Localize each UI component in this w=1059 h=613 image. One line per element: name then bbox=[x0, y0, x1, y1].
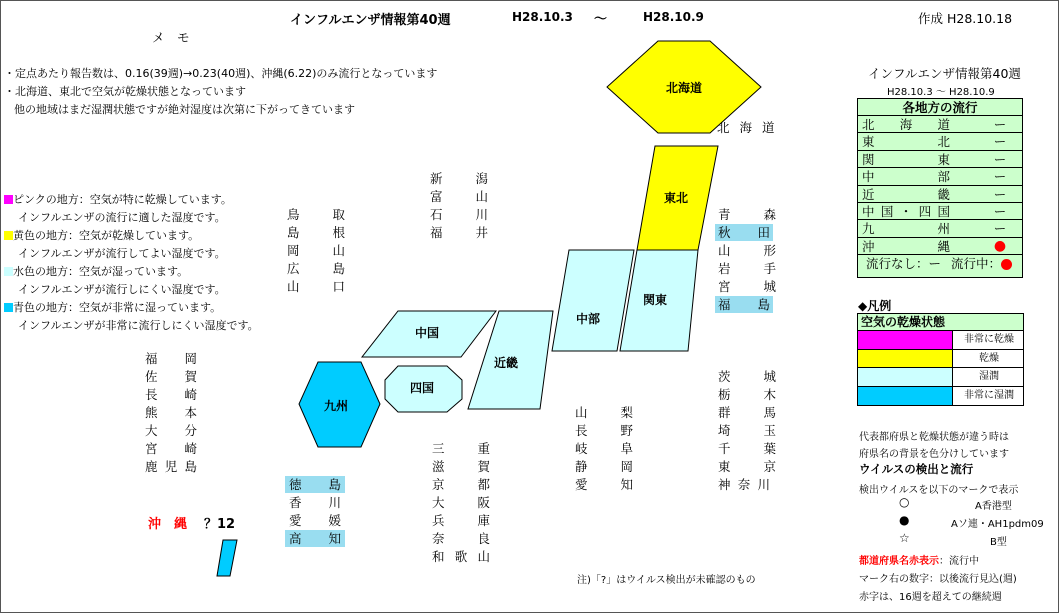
legend-row: 乾燥 bbox=[858, 350, 1023, 369]
created-date: 作成 H28.10.18 bbox=[918, 11, 1013, 26]
virus-b: B型 bbox=[990, 537, 1007, 548]
pref-yamanashi: 山梨 bbox=[575, 405, 633, 420]
red-char-note: 赤字は、16週を超えての継続週 bbox=[859, 592, 1002, 603]
pref-aomori: 青森 bbox=[718, 207, 776, 222]
label-kinki: 近畿 bbox=[494, 356, 519, 370]
color-note-blue-sub: インフルエンザが非常に流行しにくい湿度です。 bbox=[18, 319, 259, 332]
region-okinawa bbox=[217, 540, 237, 576]
pref-miyagi: 宮城 bbox=[718, 279, 776, 294]
status-footer: 流行なし：ー 流行中： bbox=[858, 255, 1022, 272]
status-row-okinawa: 沖縄 ● bbox=[858, 238, 1022, 255]
legend-row: 非常に湿潤 bbox=[858, 387, 1023, 406]
pref-aichi: 愛知 bbox=[575, 477, 633, 492]
mark-number-note: マーク右の数字：以後流行見込(週) bbox=[859, 574, 1017, 585]
pref-yamagata: 山形 bbox=[718, 243, 776, 258]
pref-hyogo: 兵庫 bbox=[432, 513, 490, 528]
memo-line-2: ・北海道、東北で空気が乾燥状態となっています bbox=[4, 85, 246, 98]
date-tilde: ～ bbox=[594, 12, 608, 27]
legend-swatch bbox=[858, 331, 953, 349]
legend-title: ◆凡例 bbox=[858, 299, 892, 313]
label-chubu: 中部 bbox=[576, 312, 601, 326]
pref-iwate: 岩手 bbox=[718, 261, 776, 276]
pref-gunma: 群馬 bbox=[718, 405, 776, 420]
pref-kochi: 高知 bbox=[285, 530, 345, 547]
status-row: 東北 ー bbox=[858, 133, 1022, 150]
virus-a-soviet: Aソ連・AH1pdm09 bbox=[951, 519, 1044, 530]
color-note-blue: 青色の地方：空気が非常に湿っています。 bbox=[4, 299, 221, 315]
color-note-pink-sub: インフルエンザの流行に適した湿度です。 bbox=[18, 211, 226, 224]
pref-tottori: 鳥取 bbox=[287, 207, 345, 222]
label-tohoku: 東北 bbox=[664, 191, 689, 205]
pref-ishikawa: 石川 bbox=[430, 207, 488, 222]
pref-okayama: 岡山 bbox=[287, 243, 345, 258]
pref-fukuoka: 福岡 bbox=[145, 351, 197, 366]
status-table bbox=[857, 98, 1023, 278]
pref-tokushima: 徳島 bbox=[285, 476, 345, 493]
legend-swatch bbox=[858, 387, 953, 406]
status-row: 近畿 ー bbox=[858, 186, 1022, 203]
pref-nara: 奈良 bbox=[432, 531, 490, 546]
pref-gifu: 岐阜 bbox=[575, 441, 633, 456]
red-name-note: 都道府県名赤表示：流行中 bbox=[859, 556, 979, 567]
status-row: 九州 ー bbox=[858, 220, 1022, 237]
pref-nagasaki: 長崎 bbox=[145, 387, 197, 402]
color-note-pink: ピンクの地方：空気が特に乾燥しています。 bbox=[4, 191, 232, 207]
color-note-yellow-sub: インフルエンザが流行してよい湿度です。 bbox=[18, 247, 226, 260]
pref-tokyo: 東京 bbox=[718, 459, 776, 474]
pref-kagawa: 香川 bbox=[289, 495, 341, 510]
pref-wakayama: 和歌山 bbox=[432, 549, 490, 564]
virus-a-hongkong: A香港型 bbox=[975, 501, 1012, 512]
status-row: 関東 ー bbox=[858, 151, 1022, 168]
region-chubu bbox=[552, 250, 634, 351]
pref-kumamoto: 熊本 bbox=[145, 405, 197, 420]
pref-shimane: 島根 bbox=[287, 225, 345, 240]
memo-heading: メ モ bbox=[152, 30, 190, 45]
pref-hiroshima: 広島 bbox=[287, 261, 345, 276]
circle-open-icon: ○ bbox=[899, 495, 910, 509]
pref-fukushima: 福島 bbox=[715, 296, 773, 313]
okinawa-mark: ？12 bbox=[204, 517, 236, 532]
color-note-cyan-sub: インフルエンザが流行しにくい湿度です。 bbox=[18, 283, 226, 296]
side-title: インフルエンザ情報第40週 bbox=[868, 66, 1021, 81]
pref-kyoto: 京都 bbox=[432, 477, 490, 492]
side-range: H28.10.3 ～ H28.10.9 bbox=[887, 87, 995, 98]
label-kanto: 関東 bbox=[643, 293, 668, 307]
rep-note-1: 代表都府県と乾燥状態が違う時は bbox=[859, 432, 1009, 443]
date-from: H28.10.3 bbox=[512, 10, 573, 24]
memo-line-1: ・定点あたり報告数は、0.16(39週)→0.23(40週)、沖縄(6.22)のみ流行となっています bbox=[4, 67, 438, 80]
active-dot-icon bbox=[1001, 259, 1012, 270]
virus-note-line: 検出ウイルスを以下のマークで表示 bbox=[859, 485, 1019, 496]
virus-note: 注)「?」はウイルス検出が未確認のもの bbox=[577, 575, 756, 586]
pref-nagano: 長野 bbox=[575, 423, 633, 438]
status-head: 各地方の流行 bbox=[858, 99, 1022, 116]
status-row: 中部 ー bbox=[858, 168, 1022, 185]
pref-kanagawa: 神奈川 bbox=[718, 477, 770, 492]
pref-yamaguchi: 山口 bbox=[287, 279, 345, 294]
pref-shiga: 滋賀 bbox=[432, 459, 490, 474]
color-note-yellow: 黄色の地方：空気が乾燥しています。 bbox=[4, 227, 199, 243]
pref-saga: 佐賀 bbox=[145, 369, 197, 384]
label-kyushu: 九州 bbox=[324, 399, 349, 413]
label-hokkaido: 北海道 bbox=[666, 81, 703, 95]
pref-hokkaido: 北 海 道 bbox=[717, 120, 778, 135]
pref-saitama: 埼玉 bbox=[718, 423, 776, 438]
pref-niigata: 新潟 bbox=[430, 171, 488, 186]
status-row: 北海道 ー bbox=[858, 116, 1022, 133]
pref-okinawa: 沖 縄 bbox=[148, 517, 188, 532]
legend-swatch bbox=[858, 350, 953, 368]
pref-kagoshima: 鹿児島 bbox=[145, 459, 197, 474]
label-chugoku: 中国 bbox=[415, 326, 440, 340]
pref-tochigi: 栃木 bbox=[718, 387, 776, 402]
date-to: H28.10.9 bbox=[643, 10, 704, 24]
star-icon: ☆ bbox=[899, 531, 910, 545]
legend-head: 空気の乾燥状態 bbox=[858, 314, 1023, 331]
pref-fukui: 福井 bbox=[430, 225, 488, 240]
pref-shizuoka: 静岡 bbox=[575, 459, 633, 474]
pref-chiba: 千葉 bbox=[718, 441, 776, 456]
status-row: 中国・四国 ー bbox=[858, 203, 1022, 220]
active-dot-icon: ● bbox=[993, 237, 1007, 254]
circle-filled-icon: ● bbox=[899, 513, 910, 527]
pref-ehime: 愛媛 bbox=[289, 513, 341, 528]
pref-mie: 三重 bbox=[432, 441, 490, 456]
pref-miyazaki: 宮崎 bbox=[145, 441, 197, 456]
legend-row: 湿潤 bbox=[858, 368, 1023, 387]
legend-swatch bbox=[858, 368, 953, 386]
pref-akita: 秋田 bbox=[715, 224, 773, 241]
pref-osaka: 大阪 bbox=[432, 495, 490, 510]
rep-note-2: 府県名の背景を色分けしています bbox=[859, 449, 1009, 460]
memo-line-3: 他の地域はまだ湿潤状態ですが絶対湿度は次第に下がってきています bbox=[14, 103, 355, 116]
virus-head: ウイルスの検出と流行 bbox=[859, 462, 974, 476]
pref-oita: 大分 bbox=[145, 423, 197, 438]
pref-toyama: 富山 bbox=[430, 189, 488, 204]
legend-table bbox=[857, 313, 1024, 406]
pref-ibaraki: 茨城 bbox=[718, 369, 776, 384]
legend-row: 非常に乾燥 bbox=[858, 331, 1023, 350]
color-note-cyan: 水色の地方：空気が湿っています。 bbox=[4, 263, 188, 279]
page-title: インフルエンザ情報第40週 bbox=[290, 13, 451, 28]
label-shikoku: 四国 bbox=[410, 381, 435, 395]
